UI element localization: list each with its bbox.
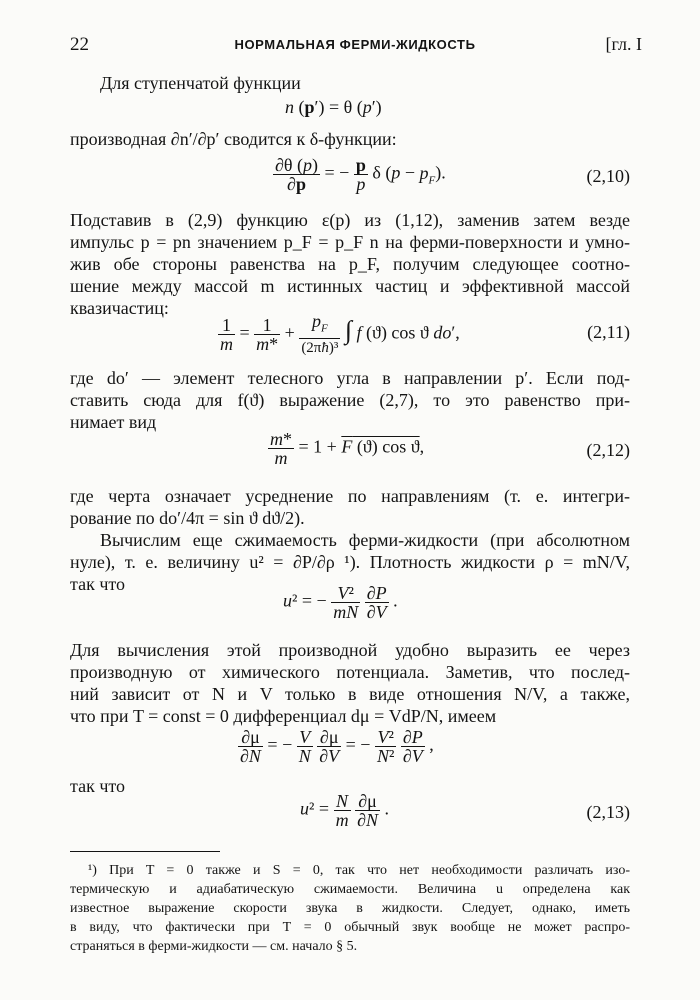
equation-2-12: $\frac{m*}{m}$ = 1 + F (ϑ) cos ϑ, bbox=[270, 429, 425, 468]
equation-step-function: n (p′) = θ (p′) bbox=[285, 97, 382, 117]
equation-2-13: u² = $\frac{N}{m}$ $\frac{\partial\mu}{\partial N}$ . bbox=[300, 791, 389, 830]
paragraph-line: Вычислим еще сжимаемость ферми-жидкости (при абсолютном bbox=[100, 530, 630, 550]
equation-2-10: $\frac{\partial\theta (p)}{\partial p}$ = − $\frac{p}{p}$ δ $(p - p_F)$. bbox=[275, 155, 446, 194]
equation-compressibility: u² = − $\frac{\text{V²}}{mN}$ $\frac{\partial P}{\partial V}$ . bbox=[283, 583, 398, 622]
footnote-line: страняться в ферми-жидкости — см. начало § 5. bbox=[70, 939, 358, 954]
paragraph-line: производная ∂n′/∂p′ сводится к δ-функции: bbox=[70, 129, 397, 149]
paragraph-line: где черта означает усреднение по направлениям (т. е. интегри- bbox=[70, 486, 630, 506]
chapter-ref: [гл. I bbox=[605, 34, 642, 54]
equation-number: (2,13) bbox=[586, 802, 630, 822]
paragraph-line: ставить сюда для f(ϑ) выражение (2,7), то это равенство при- bbox=[70, 390, 630, 410]
paragraph-line: что при T = const = 0 дифференциал dμ = VdP/N, имеем bbox=[70, 706, 497, 726]
equation-number: (2,10) bbox=[586, 166, 630, 186]
running-header bbox=[68, 34, 642, 56]
paragraph-line: рование по do′/4π = sin ϑ dϑ/2). bbox=[70, 508, 305, 528]
equation-chemical-potential: $\frac{\partial\mu}{\partial N}$ = − $\frac{V}{N}$ $\frac{\partial\mu}{\partial V}$ = − $\frac{\text{V²}}{\text{N²}}$ $\frac{\partial P}{\partial V}$ , bbox=[240, 727, 434, 766]
paragraph-line: так что bbox=[70, 776, 126, 796]
running-title: НОРМАЛЬНАЯ ФЕРМИ-ЖИДКОСТЬ bbox=[234, 37, 476, 52]
footnote-divider bbox=[70, 851, 220, 852]
footnote-line: в виду, что фактически при T = 0 обычный звук вообще не может распро- bbox=[70, 920, 630, 935]
footnote-line: ¹) При T = 0 также и S = 0, так что нет необходимости различать изо- bbox=[88, 863, 630, 878]
paragraph-line: производную от химического потенциала. Заметив, что послед- bbox=[70, 662, 630, 682]
paragraph-line: ний зависит от N и V только в виде отношения N/V, а также, bbox=[70, 684, 630, 704]
paragraph-line: где do′ — элемент телесного угла в направлении p′. Если под- bbox=[70, 368, 630, 388]
paragraph-line: нимает вид bbox=[70, 412, 157, 432]
paragraph-line: импульс p = pn значением p_F = p_F n на ферми-поверхности и умно- bbox=[70, 232, 630, 252]
paragraph-line: жив обе стороны равенства на p_F, получим следующее соотно- bbox=[70, 254, 630, 274]
equation-number: (2,12) bbox=[586, 440, 630, 460]
page-number: 22 bbox=[70, 34, 89, 55]
equation-2-11: $\frac{1}{m}$ = $\frac{1}{m*}$ + $\frac{p_F}{\text{(2πħ)³}}$ ∫ f (ϑ) cos ϑ do′, bbox=[220, 311, 460, 356]
footnote-line: известное выражение скорости звука в жидкости. Следует, однако, иметь bbox=[70, 901, 630, 916]
paragraph-line: Для ступенчатой функции bbox=[100, 73, 301, 93]
footnote-line: термическую и адиабатическую сжимаемости. Величина u определена как bbox=[70, 882, 630, 897]
paragraph-line: шение между массой m истинных частиц и эффективной массой bbox=[70, 276, 630, 296]
paragraph-line: квазичастиц: bbox=[70, 298, 169, 318]
paragraph-line: Подставив в (2,9) функцию ε(p) из (1,12), заменив затем везде bbox=[70, 210, 630, 230]
equation-number: (2,11) bbox=[587, 322, 630, 342]
paragraph-line: нуле), т. е. величину u² = ∂P/∂ρ ¹). Плотность жидкости ρ = mN/V, bbox=[70, 552, 630, 572]
paragraph-line: Для вычисления этой производной удобно выразить ее через bbox=[70, 640, 630, 660]
paragraph-line: так что bbox=[70, 574, 126, 594]
